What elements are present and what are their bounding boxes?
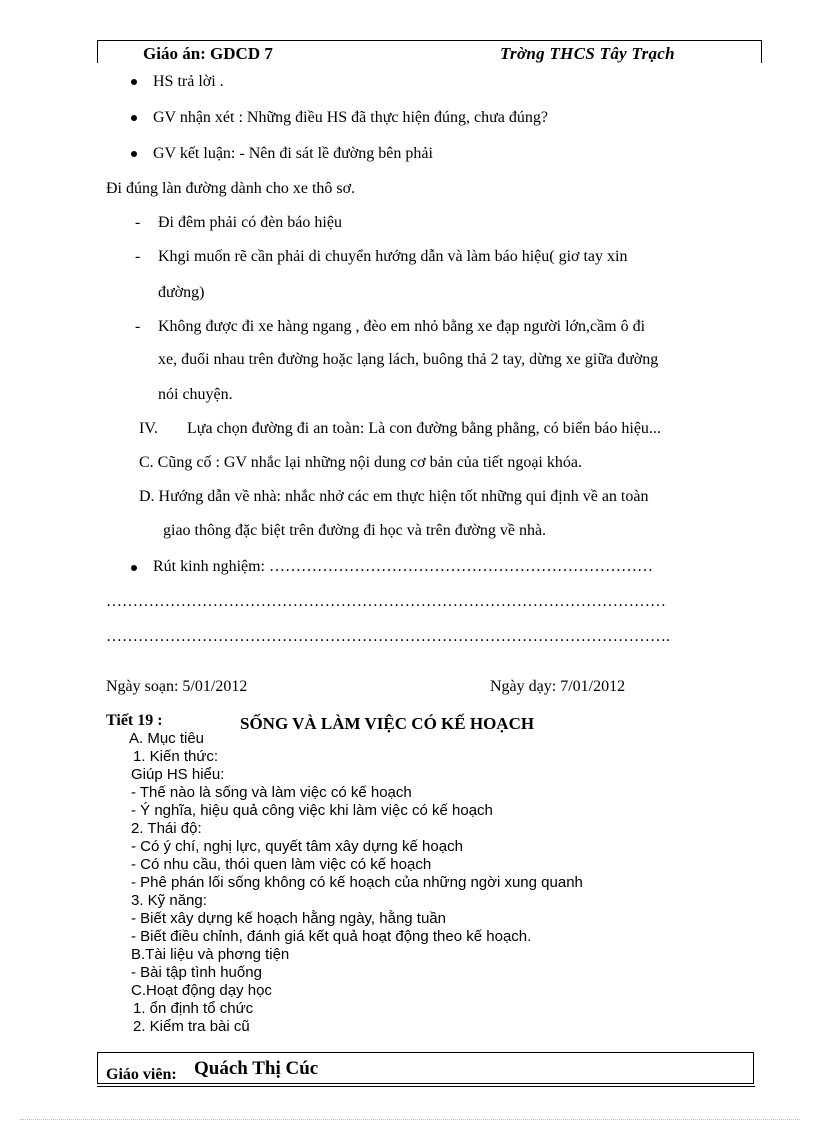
bullet-icon: [131, 115, 137, 121]
attitude-item-3: - Phê phán lối sống không có kế hoạch của những ngời xung quanh: [131, 874, 583, 891]
bullet-icon: [131, 151, 137, 157]
knowledge-intro: Giúp HS hiểu:: [131, 766, 225, 783]
section-d-homework-line2: giao thông đặc biệt trên đường đi học và trên đường về nhà.: [163, 522, 547, 539]
bullet-gv-conclusion: GV kết luận: - Nên đi sát lề đường bên phải: [153, 145, 433, 162]
dash-prohibited-line2: xe, đuổi nhau trên đường hoặc lạng lách, buông thả 2 tay, dừng xe giữa đường: [158, 351, 659, 368]
header-school: Trờng THCS Tây Trạch: [500, 44, 675, 63]
dash-turning-line1: Khgi muốn rẽ cần phải di chuyển hướng dẫn và làm báo hiệu( giơ tay xin: [158, 248, 628, 265]
dash-marker: -: [135, 214, 141, 231]
teacher-name: Quách Thị Cúc: [194, 1058, 319, 1079]
dash-marker: -: [135, 318, 141, 335]
knowledge-item-1: - Thế nào là sống và làm việc có kế hoạch: [131, 784, 412, 801]
skills-item-2: - Biết điều chỉnh, đánh giá kết quả hoạt động theo kế hoạch.: [131, 928, 532, 945]
materials-item-1: - Bài tập tình huống: [131, 964, 262, 981]
attitude-item-1: - Có ý chí, nghị lực, quyết tâm xây dựng kế hoạch: [131, 838, 463, 855]
bullet-icon: [131, 565, 137, 571]
activities-item-2: 2. Kiểm tra bài cũ: [133, 1018, 250, 1035]
dash-marker: -: [135, 248, 141, 265]
dash-turning-line2: đường): [158, 284, 205, 301]
attitude-item-2: - Có nhu cầu, thói quen làm việc có kế hoạch: [131, 856, 432, 873]
activities-item-1: 1. ổn định tổ chức: [133, 1000, 254, 1017]
dotted-line-2: …………………………………………………………………………………………….: [106, 628, 670, 645]
objectives-heading: A. Mục tiêu: [129, 730, 205, 747]
lesson-number: Tiết 19 :: [106, 712, 163, 729]
date-taught: Ngày dạy: 7/01/2012: [490, 678, 626, 695]
skills-heading: 3. Kỹ năng:: [131, 892, 207, 909]
knowledge-item-2: - Ý nghĩa, hiệu quả công việc khi làm việc có kế hoạch: [131, 802, 493, 819]
section-d-homework-line1: D. Hướng dẫn về nhà: nhắc nhở các em thực hiện tốt những qui định về an toàn: [139, 488, 649, 505]
skills-item-1: - Biết xây dựng kế hoạch hằng ngày, hằng tuần: [131, 910, 446, 927]
activities-heading: C.Hoạt động dạy học: [131, 982, 272, 999]
section-iv-text: Lựa chọn đường đi an toàn: Là con đường bằng phẳng, có biển báo hiệu...: [187, 420, 661, 437]
header-subject: Giáo án: GDCD 7: [143, 44, 273, 63]
lesson-title: SỐNG VÀ LÀM VIỆC CÓ KẾ HOẠCH: [240, 714, 535, 733]
page-edge: [20, 1119, 800, 1120]
teacher-label: Giáo viên:: [106, 1066, 177, 1083]
dash-prohibited-line3: nói chuyện.: [158, 386, 233, 403]
lane-line: Đi đúng làn đường dành cho xe thô sơ.: [106, 180, 356, 197]
dash-prohibited-line1: Không được đi xe hàng ngang , đèo em nhỏ bằng xe đạp người lớn,cầm ô đi: [158, 318, 646, 335]
section-iv-number: IV.: [139, 420, 158, 437]
dotted-line-1: ……………………………………………………………………………………………: [106, 593, 666, 610]
bullet-icon: [131, 79, 137, 85]
section-c-consolidate: C. Cũng cố : GV nhắc lại những nội dung cơ bản của tiết ngoại khóa.: [139, 454, 582, 471]
dash-night-light: Đi đêm phải có đèn báo hiệu: [158, 214, 342, 231]
footer-underline: [97, 1086, 755, 1087]
materials-heading: B.Tài liệu và phơng tiện: [131, 946, 290, 963]
experience-notes: Rút kinh nghiệm: ………………………………………………………………: [153, 558, 653, 575]
bullet-gv-comment: GV nhận xét : Những điều HS đã thực hiện đúng, chưa đúng?: [153, 109, 548, 126]
knowledge-heading: 1. Kiến thức:: [133, 748, 219, 765]
date-prepared: Ngày soạn: 5/01/2012: [106, 678, 248, 695]
bullet-hs-answer: HS trả lời .: [153, 73, 224, 90]
attitude-heading: 2. Thái độ:: [131, 820, 202, 837]
